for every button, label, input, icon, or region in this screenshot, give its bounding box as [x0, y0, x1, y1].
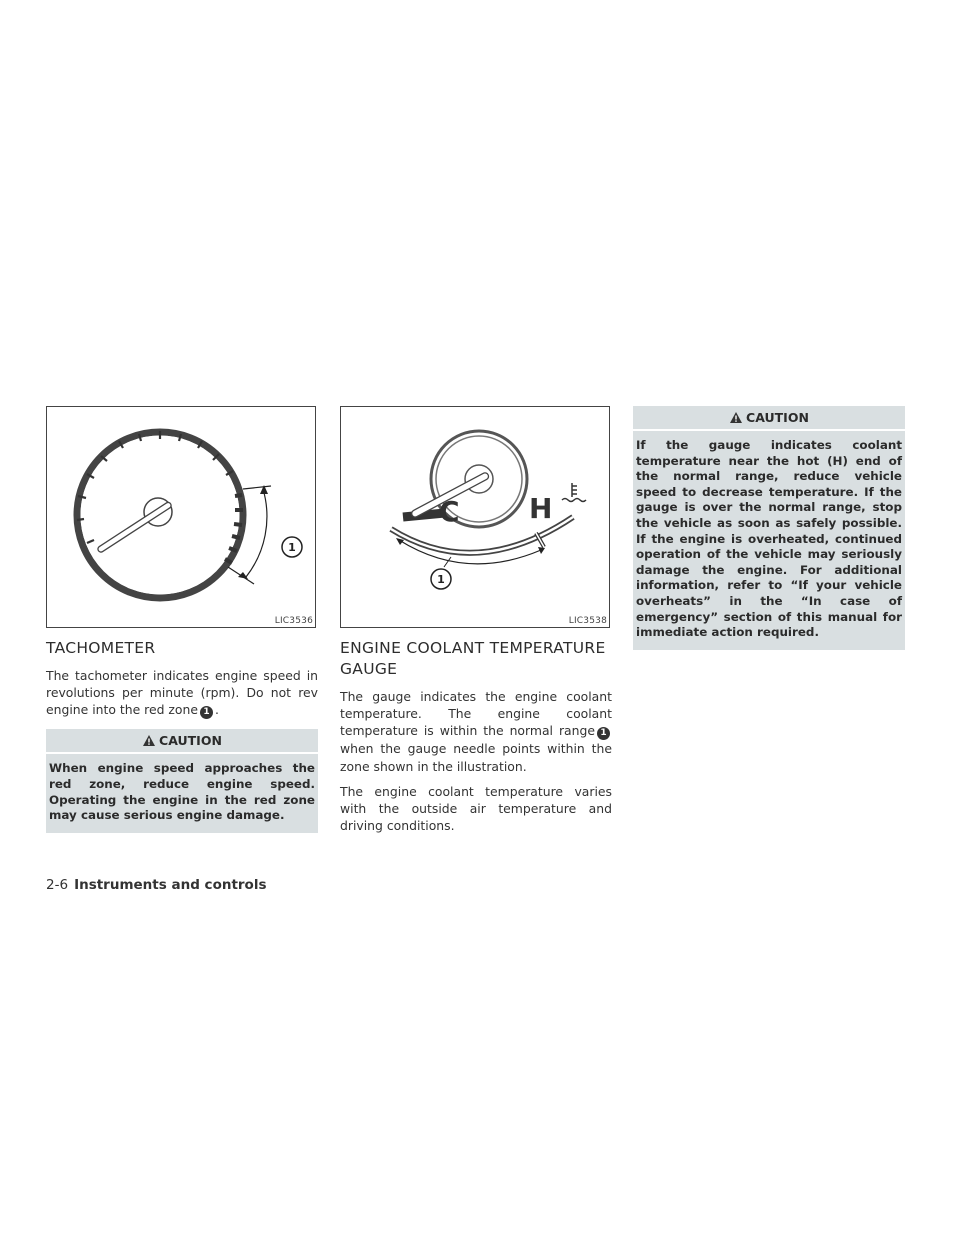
- tachometer-figure: [46, 406, 316, 628]
- callout-number-icon: 1: [200, 706, 213, 719]
- caution-text: When engine speed approaches the red zone, reduce engine speed. Operating the engine in the red zone may cause serious engine damage.: [49, 761, 315, 823]
- coolant-paragraph-2: The engine coolant temperature varies with the outside air temperature and driving conditions.: [340, 783, 612, 834]
- column-caution: [633, 406, 905, 650]
- warning-triangle-icon: [729, 411, 743, 424]
- caution-box-tachometer: [46, 729, 318, 832]
- page-footer: [46, 877, 267, 893]
- tachometer-paragraph: The tachometer indicates engine speed in revolutions per minute (rpm). Do not rev engine into the red zone 1 .: [46, 668, 318, 718]
- column-tachometer: [46, 406, 318, 833]
- callout-1: 1: [437, 573, 445, 586]
- caution-header: CAUTION: [633, 406, 905, 431]
- figure-code: LIC3538: [568, 616, 607, 626]
- caution-header: CAUTION: [46, 729, 318, 754]
- coolant-gauge-illustration: [341, 407, 611, 629]
- caution-box-coolant: [633, 406, 905, 650]
- coolant-temperature-icon: [562, 483, 586, 502]
- warning-triangle-icon: [142, 734, 156, 747]
- hot-mark: H: [529, 492, 553, 525]
- figure-code: LIC3536: [274, 616, 313, 626]
- section-heading-tachometer: TACHOMETER: [46, 639, 156, 657]
- tachometer-illustration: [47, 407, 317, 629]
- coolant-gauge-figure: [340, 406, 610, 628]
- coolant-paragraph-1: The gauge indicates the engine coolant temperature. The engine coolant temperature is within the normal range 1when the gauge needle points within the zone shown in the illustration.: [340, 689, 612, 774]
- cold-mark: C: [439, 495, 460, 528]
- section-title: Instruments and controls: [74, 877, 267, 893]
- column-coolant: [340, 406, 612, 842]
- caution-text: If the gauge indicates coolant temperature near the hot (H) end of the normal range, reduce vehicle speed to decrease temperature. If the gauge is over the normal range, stop the vehicle as soon as safely possible. If the engine is overheated, continued operation of the vehicle may seriously damage the engine. For additional information, refer to “If your vehicle overheats” in the “In case of emergency” section of this manual for immediate action required.: [636, 438, 902, 640]
- page-number: 2-6: [46, 877, 69, 893]
- callout-1: 1: [288, 541, 296, 554]
- section-heading-coolant: ENGINE COOLANT TEMPERATURE GAUGE: [340, 639, 606, 678]
- callout-number-icon: 1: [597, 727, 610, 740]
